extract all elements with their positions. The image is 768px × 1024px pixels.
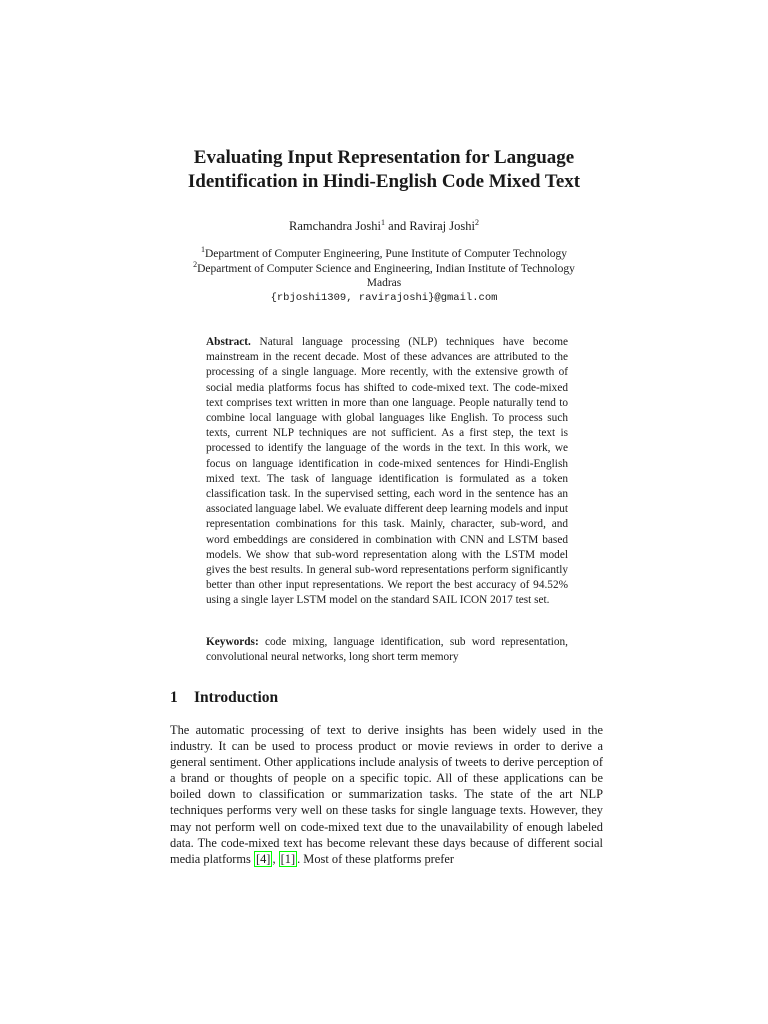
abstract-label: Abstract. bbox=[206, 336, 251, 348]
intro-text: The automatic processing of text to derive insights has been widely used in the industry. It can be used to process product or movie reviews in order to derive a general sentiment. Other applications include analysis of tweets to derive perception of a brand or thoughts of people on a specific topic. All of these applications can be boiled down to classification or summarization tasks. The state of the art NLP techniques performs very well on these tasks for single language texts. However, they may not perform well on code-mixed text due to the unavailability of enough labeled data. The code-mixed text has become relevant these days because of different social media platforms bbox=[170, 723, 603, 866]
affiliation-1-mark: 1 bbox=[200, 245, 205, 255]
keywords-label: Keywords: bbox=[206, 636, 259, 648]
affiliation-2-continued: Madras bbox=[366, 277, 402, 289]
author-2: Raviraj Joshi bbox=[409, 219, 475, 233]
author-list bbox=[120, 218, 648, 234]
keywords bbox=[206, 635, 568, 665]
section-number: 1 bbox=[170, 689, 178, 706]
author-1-affil-mark: 1 bbox=[381, 217, 386, 227]
section-heading bbox=[170, 688, 610, 708]
intro-paragraph bbox=[170, 722, 603, 867]
affiliations bbox=[140, 247, 628, 305]
author-email: {rbjoshi1309, ravirajoshi}@gmail.com bbox=[270, 291, 498, 304]
abstract bbox=[206, 335, 568, 609]
affiliation-2-text: Department of Computer Science and Engineering, Indian Institute of Technology bbox=[197, 262, 575, 275]
section-title: Introduction bbox=[194, 689, 279, 706]
intro-tail: . Most of these platforms prefer bbox=[297, 851, 455, 866]
abstract-text: Natural language processing (NLP) techniques have become mainstream in the recent decade. Most of these advances are attributed to the processing of a single language. More recently, with the extensive growth of social media platforms focus has shifted to code-mixed text. The code-mixed text comprises text written in more than one language. People naturally tend to combine local language with global languages like English. To process such texts, current NLP techniques are not sufficient. As a first step, the text is processed to identify the language of the words in the text. In this work, we focus on language identification in code-mixed sentences for Hindi-English mixed text. The task of language identification is formulated as a token classification task. In the supervised setting, each word in the sentence has an associated language label. We evaluate different deep learning models and input representation combinations for this task. Mainly, character, sub-word, and word embeddings are considered in combination with CNN and LSTM based models. We show that sub-word representation along with the LSTM model gives the best results. In general sub-word representations perform significantly better than other input representations. We report the best accuracy of 94.52% using a single layer LSTM model on the standard SAIL ICON 2017 test set. bbox=[206, 336, 568, 607]
citation-separator: , bbox=[272, 851, 276, 866]
title-line-2: Identification in Hindi-English Code Mixed Text bbox=[187, 171, 581, 192]
affiliation-2-mark: 2 bbox=[193, 259, 198, 269]
author-2-affil-mark: 2 bbox=[474, 217, 479, 227]
title-line-1: Evaluating Input Representation for Language bbox=[193, 147, 575, 168]
author-conjunction: and bbox=[388, 219, 407, 233]
affiliation-1-text: Department of Computer Engineering, Pune Institute of Computer Technology bbox=[204, 248, 568, 260]
affiliation-2 bbox=[140, 259, 628, 277]
keywords-text: code mixing, language identification, sub word representation, convolutional neural networks, long short term memory bbox=[206, 636, 569, 664]
author-1: Ramchandra Joshi bbox=[289, 219, 382, 233]
citation-link-4[interactable]: [4] bbox=[255, 851, 271, 866]
citation-link-1[interactable]: [1] bbox=[280, 851, 296, 866]
paper-title bbox=[120, 146, 648, 194]
affiliation-1 bbox=[140, 247, 628, 262]
